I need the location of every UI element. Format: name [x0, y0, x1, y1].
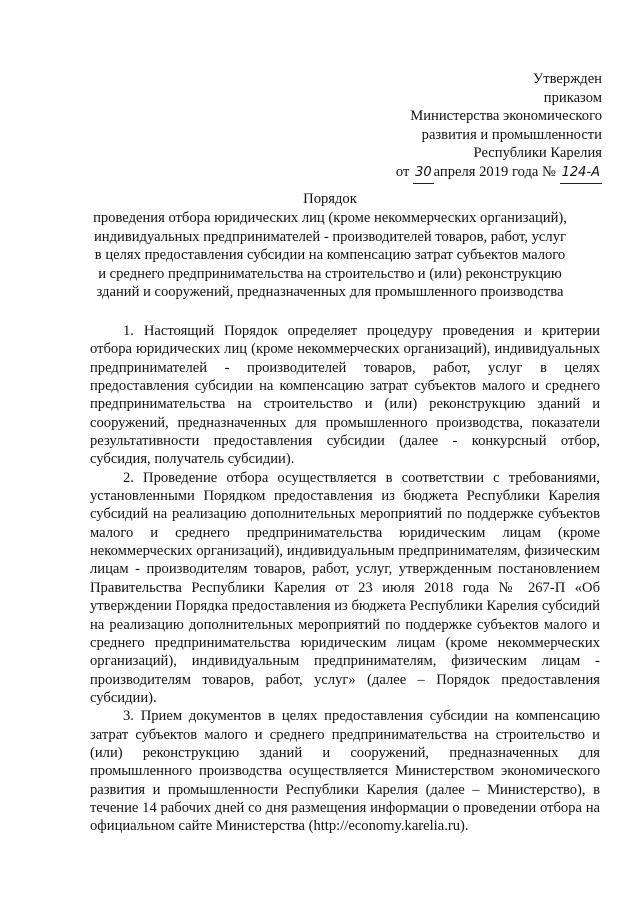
approval-date-line: [396, 163, 602, 184]
approval-line-2: приказом: [543, 89, 602, 106]
approval-line-1: Утвержден: [532, 71, 602, 87]
approval-line-3: Министерства экономического: [410, 108, 602, 125]
handwritten-order-number: 124-А: [560, 164, 602, 184]
approval-stamp: [396, 70, 602, 184]
document-body: [90, 322, 600, 836]
date-prefix: от: [395, 163, 410, 180]
paragraph-2: 2. Проведение отбора осуществляется в соответствии с требованиями, установленными Порядком предоставления из бюджета Республики Карелия субсидий на реализацию дополнительных мероприятий по поддержке субъектов малого и среднего предпринимательства юридическим лицам (кроме некоммерческих организаций), индивидуальным предпринимателям, физическим лицам - производителям товаров, работ, услуг, утвержденным постановлением Правительства Республики Карелия от 23 июля 2018 года № 267-П «Об утверждении Порядка предоставления из бюджета Республики Карелия субсидий на реализацию дополнительных мероприятий по поддержке субъектов малого и среднего предпринимательства юридическим лицам (кроме некоммерческих организаций), индивидуальным предпринимателям, физическим лицам - производителям товаров, работ, услуг» (далее – Порядок предоставления субсидии).: [90, 469, 600, 706]
document-title: [90, 190, 570, 301]
date-middle: апреля 2019 года №: [433, 163, 556, 180]
handwritten-day: 30: [413, 164, 434, 184]
approval-line-4: развития и промышленности: [421, 126, 602, 143]
paragraph-3: 3. Прием документов в целях предоставления субсидии на компенсацию затрат субъектов малого и среднего предпринимательства на строительство и (или) реконструкцию зданий и сооружений, предназначенных для промышленного производства осуществляется Министерством экономического развития и промышленности Республики Карелия (далее – Министерство), в течение 14 рабочих дней со дня размещения информации о проведении отбора на официальном сайте Министерства (http://economy.karelia.ru).: [90, 708, 600, 835]
paragraph-1: 1. Настоящий Порядок определяет процедуру проведения и критерии отбора юридических лиц (кроме некоммерческих организаций), индивидуальных предпринимателей - производителей товаров, работ, услуг в целях предоставления субсидии на компенсацию затрат субъектов малого и среднего предпринимательства на строительство и (или) реконструкцию зданий и сооружений, предназначенных для промышленного производства, показатели результативности предоставления субсидии (далее - конкурсный отбор, субсидия, получатель субсидии).: [90, 323, 600, 468]
title-subtitle: проведения отбора юридических лиц (кроме некоммерческих организаций), индивидуальных предпринимателей - производителей товаров, работ, услуг в целях предоставления субсидии на компенсацию затрат субъектов малого и среднего предпринимательства на строительство и (или) реконструкцию зданий и сооружений, предназначенных для промышленного производства: [93, 210, 567, 301]
approval-line-5: Республики Карелия: [473, 145, 602, 162]
title-heading: Порядок: [303, 191, 357, 207]
